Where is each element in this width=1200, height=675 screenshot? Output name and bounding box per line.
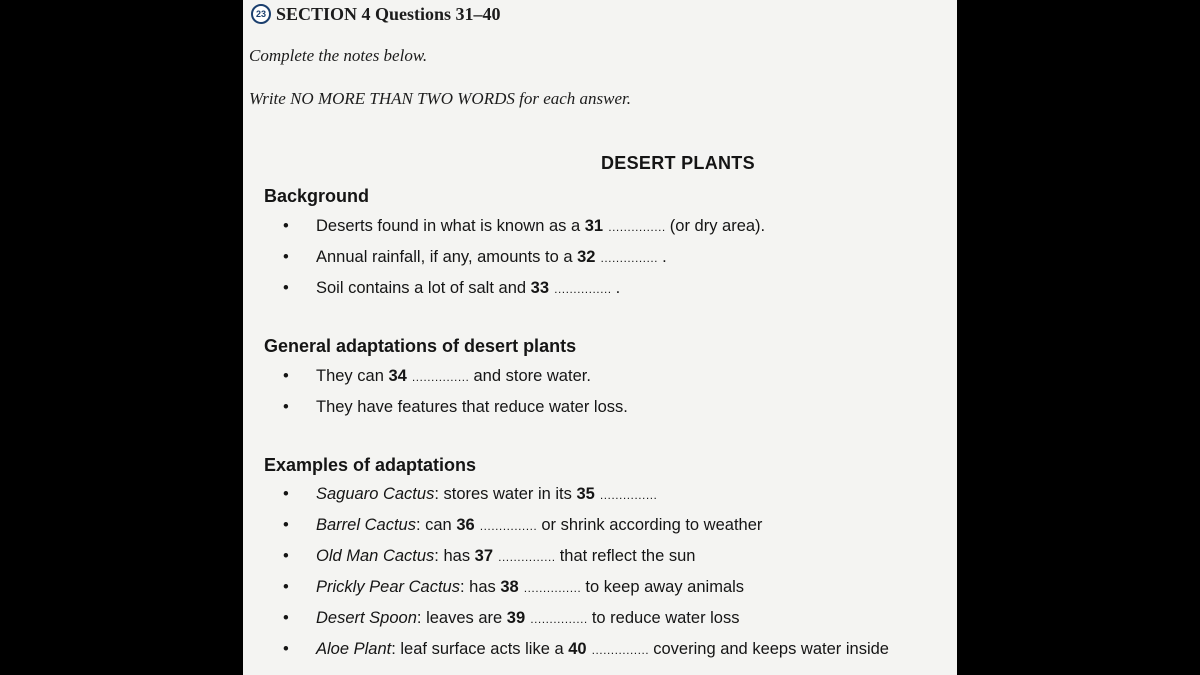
note-item: [283, 578, 744, 597]
note-item: [283, 485, 657, 504]
question-number: 36: [456, 516, 475, 534]
section-header: [251, 2, 501, 26]
item-text-after: that reflect the sun: [555, 547, 696, 565]
audio-track-icon: [251, 4, 271, 24]
item-text-after: to reduce water loss: [587, 609, 740, 627]
plant-name: Desert Spoon: [316, 609, 417, 627]
instruction-complete: Complete the notes below.: [249, 46, 428, 65]
answer-blank: ……………: [600, 251, 658, 265]
heading-general-adaptations: General adaptations of desert plants: [264, 336, 577, 356]
question-number: 32: [577, 248, 596, 266]
answer-blank: ……………: [607, 220, 666, 234]
bullet: •: [283, 640, 289, 658]
answer-blank: ……………: [553, 282, 612, 296]
bullet: •: [283, 609, 289, 627]
bullet: •: [283, 485, 289, 503]
item-text-before: Deserts found in what is known as a: [316, 217, 585, 235]
item-text-before: : leaf surface acts like a: [391, 640, 569, 658]
bullet: •: [283, 217, 289, 235]
bullet: •: [283, 279, 289, 297]
question-number: 39: [506, 609, 526, 627]
note-item: [283, 217, 765, 236]
heading-examples: Examples of adaptations: [264, 455, 477, 475]
answer-blank: ……………: [479, 519, 537, 533]
question-number: 38: [500, 578, 519, 596]
item-text-before: : has: [434, 547, 475, 565]
answer-blank: ……………: [411, 370, 469, 384]
question-number: 35: [576, 485, 595, 503]
item-text-after: .: [657, 248, 667, 266]
instruction-word-limit: Write NO MORE THAN TWO WORDS for each answer.: [249, 89, 632, 108]
question-number: 40: [568, 640, 587, 658]
question-number: 31: [584, 217, 604, 235]
note-item: [283, 547, 695, 566]
answer-blank: ……………: [599, 488, 657, 502]
bullet: •: [283, 547, 289, 565]
item-text-before: : has: [459, 578, 501, 596]
question-number: 33: [530, 279, 549, 297]
audio-track-number: 23: [255, 9, 266, 19]
item-text: They have features that reduce water loss.: [316, 398, 628, 416]
item-text-before: : stores water in its: [434, 485, 577, 503]
bullet: •: [283, 367, 289, 385]
item-text-before: : can: [415, 516, 457, 534]
answer-blank: ……………: [591, 643, 649, 657]
bullet: •: [283, 248, 289, 266]
answer-blank: ……………: [529, 612, 588, 626]
plant-name: Saguaro Cactus: [316, 485, 435, 503]
answer-blank: ……………: [523, 581, 581, 595]
note-item: [283, 398, 628, 417]
item-text-after: and store water.: [468, 367, 591, 385]
note-item: [283, 248, 667, 267]
item-text-after: covering and keeps water inside: [648, 640, 889, 658]
bullet: •: [283, 516, 289, 534]
item-text-before: Annual rainfall, if any, amounts to a: [316, 248, 578, 266]
plant-name: Prickly Pear Cactus: [316, 578, 460, 596]
document-page: [243, 0, 957, 675]
item-text-before: They can: [316, 367, 389, 385]
question-number: 34: [388, 367, 407, 385]
note-item: [283, 367, 591, 386]
answer-blank: ……………: [497, 550, 556, 564]
item-text-after: or shrink according to weather: [536, 516, 763, 534]
note-item: [283, 640, 889, 659]
bullet: •: [283, 398, 289, 416]
bullet: •: [283, 578, 289, 596]
question-number: 37: [474, 547, 494, 565]
plant-name: Barrel Cactus: [316, 516, 416, 534]
notes-title: DESERT PLANTS: [601, 153, 755, 173]
item-text-before: : leaves are: [416, 609, 507, 627]
item-text-before: Soil contains a lot of salt and: [316, 279, 531, 297]
note-item: [283, 279, 620, 298]
item-text-after: .: [611, 279, 621, 297]
plant-name: Aloe Plant: [316, 640, 392, 658]
heading-background: Background: [264, 186, 370, 206]
note-item: [283, 609, 740, 628]
note-item: [283, 516, 762, 535]
plant-name: Old Man Cactus: [316, 547, 435, 565]
item-text-after: to keep away animals: [580, 578, 745, 596]
section-title: SECTION 4 Questions 31–40: [276, 3, 501, 24]
item-text-after: (or dry area).: [665, 217, 766, 235]
